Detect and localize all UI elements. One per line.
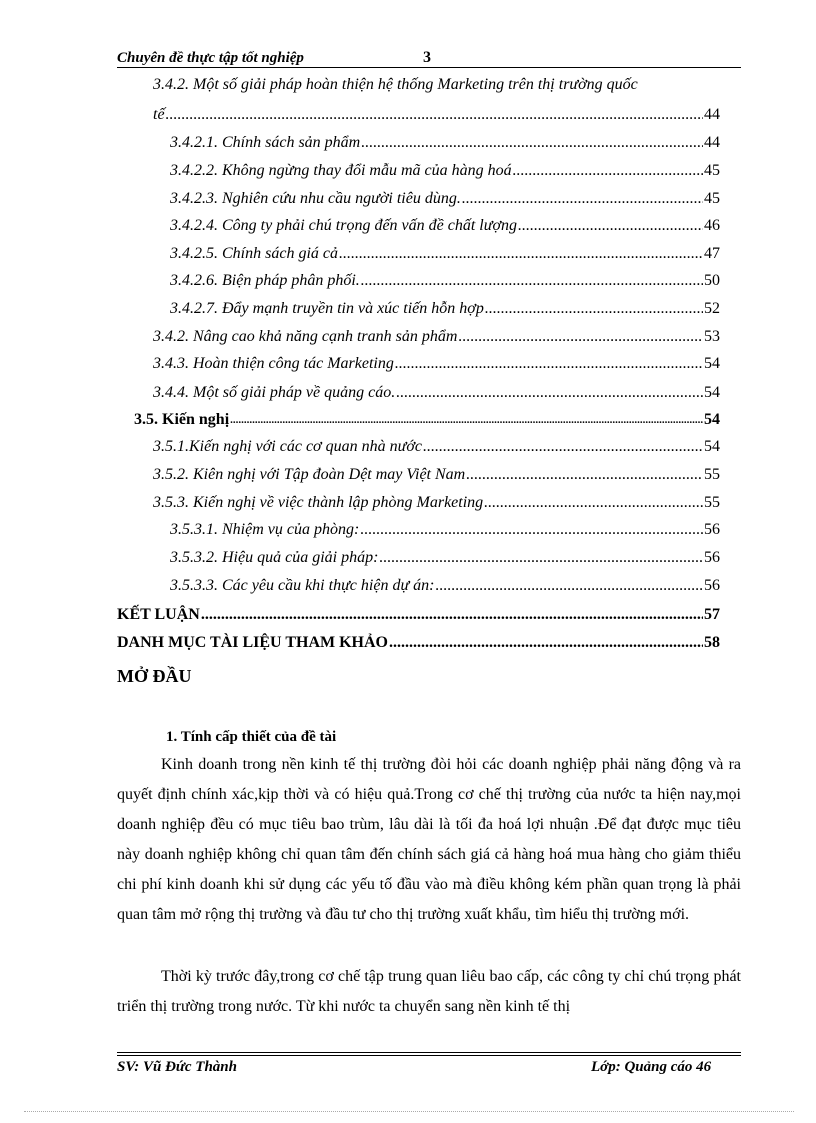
- toc-leader: [395, 354, 703, 374]
- toc-leader: [458, 327, 703, 347]
- footer-rule: [117, 1055, 741, 1056]
- toc-item-page: 55: [704, 466, 720, 483]
- toc-item-page: 46: [704, 217, 720, 234]
- toc-item[interactable]: [170, 299, 720, 319]
- toc-item-label: 3.5.3.3. Các yêu cầu khi thực hiện dự án:: [170, 577, 435, 594]
- toc-item-page: 54: [704, 355, 720, 372]
- toc-item-page: 52: [704, 300, 720, 317]
- paragraph: Thời kỳ trước đây,trong cơ chế tập trung quan liêu bao cấp, các công ty chỉ chú trọng phát triển thị trường trong nước. Từ khi nước ta chuyển sang nền kinh tế thị: [117, 968, 741, 1015]
- toc-item[interactable]: [170, 216, 720, 236]
- toc-item-label: 3.5.1.Kiến nghị với các cơ quan nhà nước: [153, 438, 422, 455]
- toc-item-page: 45: [704, 190, 720, 207]
- toc-item[interactable]: [170, 520, 720, 540]
- toc-item-page: 53: [704, 328, 720, 345]
- toc-item[interactable]: [170, 548, 720, 568]
- header-title: Chuyên đề thực tập tốt nghiệp: [117, 50, 304, 66]
- toc-item[interactable]: [170, 189, 720, 209]
- footer-rule: [117, 1052, 741, 1053]
- toc-item-label: 3.4.3. Hoàn thiện công tác Marketing: [153, 355, 394, 372]
- toc-item-label: 3.4.4. Một số giải pháp về quảng cáo.: [153, 384, 396, 401]
- toc-item[interactable]: [153, 327, 720, 347]
- toc-item-label: 3.4.2. Nâng cao khả năng cạnh tranh sản phẩm: [153, 328, 458, 345]
- toc-item-page: 57: [704, 606, 720, 623]
- toc-item-label: tế: [153, 106, 165, 123]
- toc-leader: [339, 244, 703, 264]
- toc-leader: [484, 493, 703, 513]
- toc-item[interactable]: [134, 409, 720, 430]
- toc-leader: [389, 633, 703, 653]
- toc-leader: [518, 216, 703, 236]
- toc-item-label: 3.5.3.2. Hiệu quả của giải pháp:: [170, 549, 379, 566]
- toc-leader: [423, 437, 703, 457]
- toc-item-page: 54: [704, 438, 720, 455]
- toc-item-label: 3.5.3. Kiến nghị về việc thành lập phòng Marketing: [153, 494, 484, 511]
- toc-item-342[interactable]: [153, 105, 720, 125]
- toc-item[interactable]: [170, 161, 720, 181]
- section-title: MỞ ĐẦU: [117, 666, 192, 686]
- toc-item-conclusion[interactable]: [117, 605, 720, 625]
- toc-item-page: 44: [704, 106, 720, 123]
- toc-item-page: 54: [704, 411, 720, 428]
- toc-leader: [396, 383, 703, 403]
- toc-item-page: 45: [704, 162, 720, 179]
- toc-leader: [166, 105, 703, 125]
- toc-leader: [466, 465, 703, 485]
- toc-item-page: 54: [704, 384, 720, 401]
- toc-item[interactable]: [170, 271, 720, 291]
- toc-item[interactable]: [153, 493, 720, 513]
- toc-leader: [201, 605, 703, 625]
- toc-leader: [361, 133, 703, 153]
- toc-item-label: DANH MỤC TÀI LIỆU THAM KHẢO: [117, 634, 388, 651]
- toc-item-page: 56: [704, 549, 720, 566]
- toc-item[interactable]: [170, 576, 720, 596]
- toc-item-page: 55: [704, 494, 720, 511]
- header-rule: [117, 67, 741, 68]
- toc-item-page: 47: [704, 245, 720, 262]
- toc-item[interactable]: [170, 133, 720, 153]
- toc-item[interactable]: [153, 383, 720, 403]
- toc-item-page: 56: [704, 521, 720, 538]
- toc-item-page: 56: [704, 577, 720, 594]
- toc-item-label: 3.4.2.2. Không ngừng thay đổi mẫu mã của hàng hoá: [170, 162, 512, 179]
- toc-leader: [485, 299, 703, 319]
- toc-item-references[interactable]: [117, 633, 720, 653]
- toc-item-page: 50: [704, 272, 720, 289]
- toc-leader: [360, 520, 703, 540]
- page-footer: [117, 1059, 741, 1079]
- paragraph: Kinh doanh trong nền kinh tế thị trường đòi hỏi các doanh nghiệp phải năng động và ra quyết định chính xác,kịp thời và có hiệu quả.Trong cơ chế thị trường của nước ta hiện nay,mọi doanh nghiệp đều có mục tiêu bao trùm, lâu dài là tối đa hoá lợi nhuận .Để đạt được mục tiêu này doanh nghiệp không chỉ quan tâm đến chính sách giá cả hàng hoá mua hàng cho giảm thiểu chi phí kinh doanh khi sử dụng các yếu tố đầu vào mà điều không kém phần quan trọng là phải quan tâm mở rộng thị trường và đầu tư cho thị trường xuất khẩu, tìm hiểu thị trường mới.: [117, 756, 741, 923]
- toc-item-page: 58: [704, 634, 720, 651]
- toc-leader: [462, 189, 703, 209]
- toc-item-342-line1: 3.4.2. Một số giải pháp hoàn thiện hệ thống Marketing trên thị trường quốc: [153, 76, 638, 93]
- toc-leader: [436, 576, 704, 596]
- page-header: [117, 48, 741, 68]
- page-edge-divider: [24, 1111, 794, 1112]
- toc-item-label: KẾT LUẬN: [117, 606, 200, 623]
- toc-item-label: 3.4.2.1. Chính sách sản phẩm: [170, 134, 361, 151]
- toc-item-label: 3.5.2. Kiên nghị với Tập đoàn Dệt may Việt Nam: [153, 466, 466, 483]
- toc-leader: [230, 409, 703, 430]
- toc-item[interactable]: [153, 354, 720, 374]
- toc-leader: [379, 548, 703, 568]
- toc-leader: [361, 271, 703, 291]
- subheading: 1. Tính cấp thiết của đề tài: [166, 729, 337, 745]
- toc-item[interactable]: [153, 437, 720, 457]
- toc-item-label: 3.5.3.1. Nhiệm vụ của phòng:: [170, 521, 360, 538]
- toc-item-label: 3.4.2.3. Nghiên cứu nhu cầu người tiêu dùng.: [170, 190, 461, 207]
- footer-student: SV: Vũ Đức Thành: [117, 1059, 237, 1075]
- toc-item-label: 3.4.2.6. Biện pháp phân phối.: [170, 272, 360, 289]
- toc-item-label: 3.4.2.4. Công ty phải chú trọng đến vấn đề chất lượng: [170, 217, 517, 234]
- footer-class: Lớp: Quảng cáo 46: [591, 1059, 712, 1075]
- header-page-number: 3: [423, 49, 431, 66]
- toc-item-label: 3.4.2.7. Đẩy mạnh truyền tin và xúc tiến hỗn hợp: [170, 300, 484, 317]
- toc-leader: [513, 161, 703, 181]
- toc-item-page: 44: [704, 134, 720, 151]
- toc-item[interactable]: [153, 465, 720, 485]
- toc-item-label: 3.4.2.5. Chính sách giá cả: [170, 245, 338, 262]
- toc-item-label: 3.5. Kiến nghị: [134, 411, 230, 428]
- toc-item[interactable]: [170, 244, 720, 264]
